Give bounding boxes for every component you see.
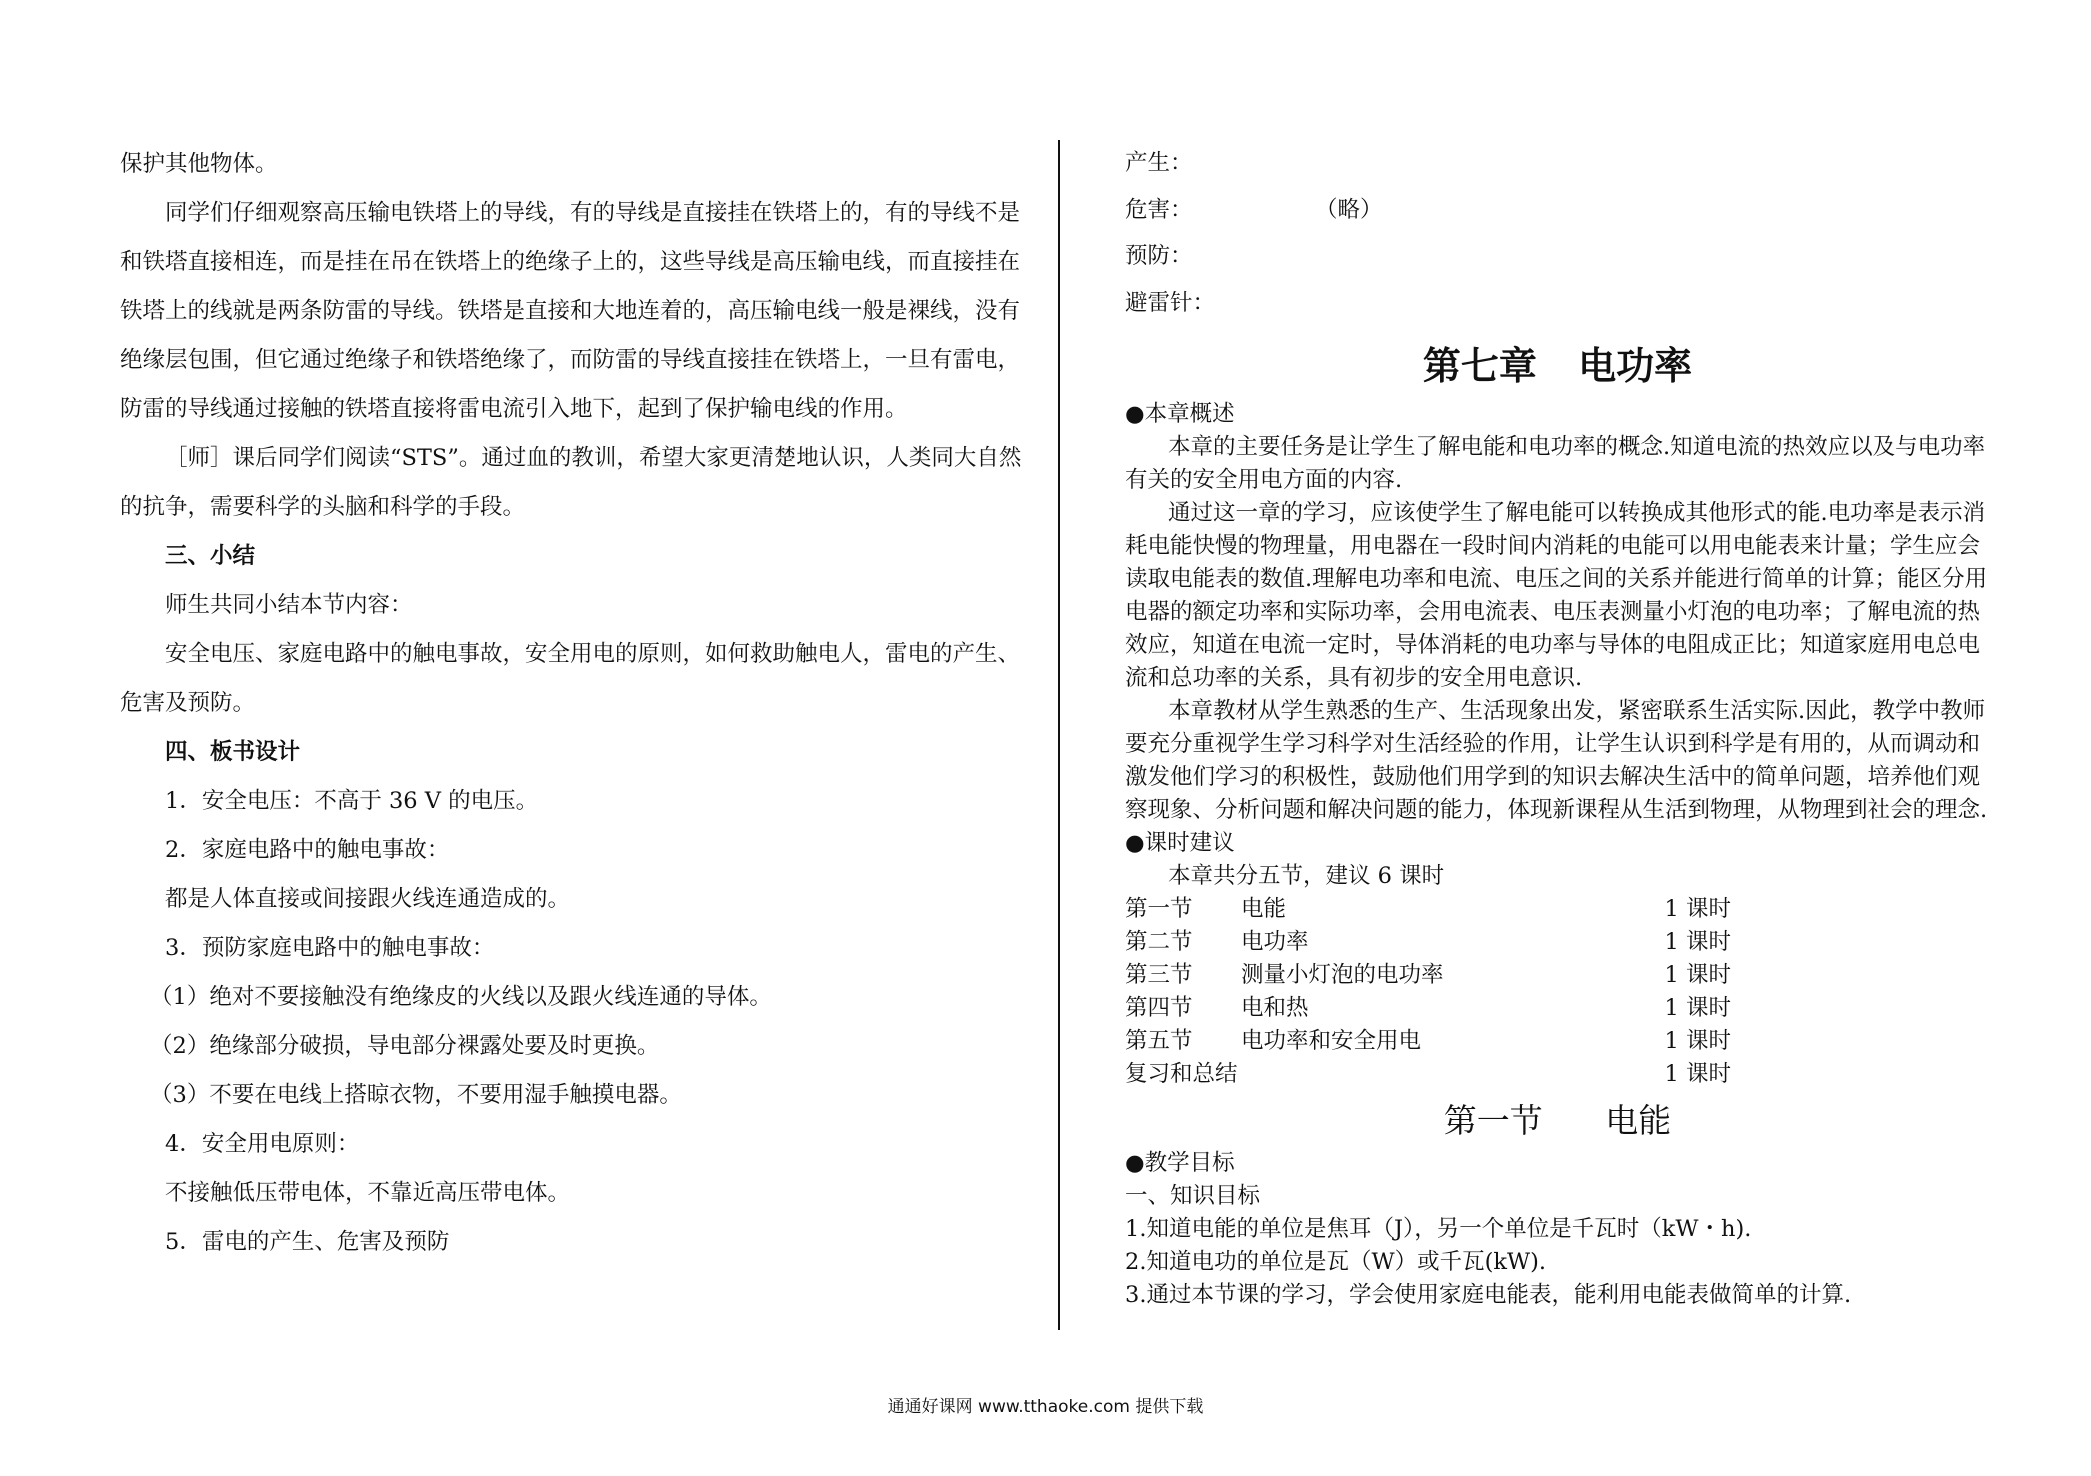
section-title: 第一节 电能 <box>1443 1101 1672 1140</box>
chapter-title: 第七章 电功率 <box>1422 343 1693 388</box>
summary-heading: 三、小结 <box>165 543 256 569</box>
goal-subheading: 一、知识目标 <box>1125 1183 1261 1209</box>
paragraph: 本章教材从学生熟悉的生产、生活现象出发，紧密联系生活实际.因此，教学中教师要充分重视学生学习科学对生活经验的作用，让学生认识到科学是有用的，从而调动和激发他们学习的积极性，鼓励他们用学到的知识去解决生活中的简单问题，培养他们观察现象、分析问题和解决问题的能力，体现新课程从生活到物理，从物理到社会的理念. <box>1125 698 1988 823</box>
left-column <box>120 140 1030 1267</box>
board-line: 1．安全电压：不高于 36 V 的电压。 <box>165 788 539 814</box>
board-list <box>120 777 1030 1267</box>
schedule-row: 第二节 电功率 1 课时 <box>1125 929 1731 955</box>
schedule-row: 第一节 电能 1 课时 <box>1125 896 1731 922</box>
paragraph: 同学们仔细观察高压输电铁塔上的导线，有的导线是直接挂在铁塔上的，有的导线不是和铁塔直接相连，而是挂在吊在铁塔上的绝缘子上的，这些导线是高压输电线，而直接挂在铁塔上的线就是两条防雷的导线。铁塔是直接和大地连着的，高压输电线一般是裸线，没有绝缘层包围，但它通过绝缘子和铁塔绝缘了，而防雷的导线直接挂在铁塔上，一旦有雷电，防雷的导线通过接触的铁塔直接将雷电流引入地下，起到了保护输电线的作用。 <box>120 200 1021 422</box>
board-line: （3）不要在电线上搭晾衣物，不要用湿手触摸电器。 <box>150 1082 682 1108</box>
board-line: 4．安全用电原则： <box>165 1131 360 1157</box>
schedule-row: 第三节 测量小灯泡的电功率 1 课时 <box>1125 962 1731 988</box>
goal-item: 1.知道电能的单位是焦耳（J），另一个单位是千瓦时（kW・h). <box>1125 1216 1752 1242</box>
column-divider <box>1058 140 1060 1330</box>
paragraph: 本章的主要任务是让学生了解电能和电功率的概念.知道电流的热效应以及与电功率有关的安全用电方面的内容. <box>1125 434 1986 493</box>
board-line: （2）绝缘部分破损，导电部分裸露处要及时更换。 <box>150 1033 660 1059</box>
schedule-table <box>1125 893 1990 1091</box>
kv-row: 预防： <box>1125 243 1193 269</box>
paragraph: ［师］课后同学们阅读“STS”。通过血的教训，希望大家更清楚地认识，人类同大自然的抗争，需要科学的头脑和科学的手段。 <box>120 445 1022 520</box>
schedule-row: 第五节 电功率和安全用电 1 课时 <box>1125 1028 1731 1054</box>
schedule-row: 第四节 电和热 1 课时 <box>1125 995 1731 1021</box>
board-line: 都是人体直接或间接跟火线连通造成的。 <box>165 886 571 912</box>
paragraph: 保护其他物体。 <box>120 151 278 177</box>
right-column <box>1125 140 1990 1312</box>
board-line: （1）绝对不要接触没有绝缘皮的火线以及跟火线连通的导体。 <box>150 984 772 1010</box>
overview-heading: ●本章概述 <box>1125 401 1235 427</box>
schedule-row: 复习和总结 1 课时 <box>1125 1061 1731 1087</box>
hours-heading: ●课时建议 <box>1125 830 1235 856</box>
board-line: 5．雷电的产生、危害及预防 <box>165 1229 450 1255</box>
board-line: 不接触低压带电体，不靠近高压带电体。 <box>165 1180 571 1206</box>
hours-intro: 本章共分五节，建议 6 课时 <box>1168 863 1445 889</box>
paragraph: 通过这一章的学习，应该使学生了解电能可以转换成其他形式的能.电功率是表示消耗电能快慢的物理量，用电器在一段时间内消耗的电能可以用电能表来计量；学生应会读取电能表的数值.理解电功率和电流、电压之间的关系并能进行简单的计算；能区分用电器的额定功率和实际功率，会用电流表、电压表测量小灯泡的电功率；了解电流的热效应，知道在电流一定时，导体消耗的电功率与导体的电阻成正比；知道家庭用电总电流和总功率的关系，具有初步的安全用电意识. <box>1125 500 1988 691</box>
lightning-list <box>1125 140 1990 326</box>
kv-row: 危害： （略） <box>1125 196 1383 223</box>
goals-heading: ●教学目标 <box>1125 1150 1235 1176</box>
board-heading: 四、板书设计 <box>165 739 301 765</box>
goal-item: 2.知道电功的单位是瓦（W）或千瓦(kW). <box>1125 1249 1547 1275</box>
board-line: 2．家庭电路中的触电事故： <box>165 837 450 863</box>
page-footer: 通通好课网 www.tthaoke.com 提供下载 <box>887 1397 1204 1417</box>
summary-intro: 师生共同小结本节内容： <box>165 592 413 618</box>
kv-row: 避雷针： <box>1125 289 1216 316</box>
board-line: 3．预防家庭电路中的触电事故： <box>165 935 495 961</box>
kv-row: 产生： <box>1125 150 1193 176</box>
goal-item: 3.通过本节课的学习，学会使用家庭电能表，能利用电能表做简单的计算. <box>1125 1282 1852 1308</box>
summary-text: 安全电压、家庭电路中的触电事故，安全用电的原则，如何救助触电人，雷电的产生、危害及预防。 <box>120 641 1021 716</box>
